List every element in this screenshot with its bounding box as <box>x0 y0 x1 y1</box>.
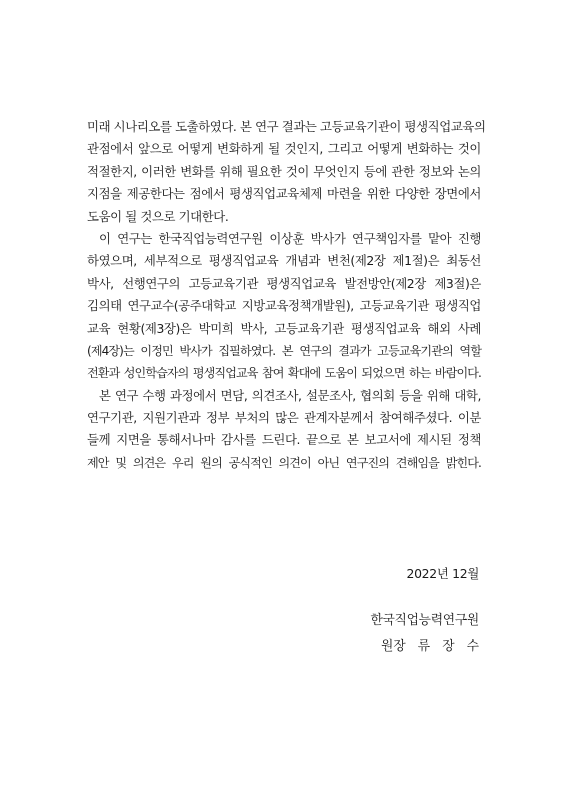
body-line: 들께 지면을 통해서나마 감사를 드린다. 끝으로 본 보고서에 제시된 정책 <box>87 432 481 448</box>
body-line: 하였으며, 세부적으로 평생직업교육 개념과 변천(제2장 제1절)은 최동선 <box>87 253 481 269</box>
institute-name: 한국직업능력연구원 <box>370 613 479 628</box>
body-line: 도움이 될 것으로 기대한다. <box>87 208 229 224</box>
body-line: 미래 시나리오를 도출하였다. 본 연구 결과는 고등교육기관이 평생직업교육의 <box>87 119 486 134</box>
signer-name: 원장 류 장 수 <box>380 639 479 654</box>
body-line: 전환과 성인학습자의 평생직업교육 참여 확대에 도움이 되었으면 하는 바람이다. <box>87 366 481 381</box>
body-line: 지점을 제공한다는 점에서 평생직업교육체제 마련을 위한 다양한 장면에서 <box>87 186 481 202</box>
body-line: 박사, 선행연구의 고등교육기관 평생직업교육 발전방안(제2장 제3절)은 <box>87 275 481 291</box>
closing-date: 2022년 12월 <box>406 566 479 581</box>
body-line: 김의태 연구교수(공주대학교 지방교육정책개발원), 고등교육기관 평생직업 <box>87 298 481 314</box>
body-line: 이 연구는 한국직업능력연구원 이상훈 박사가 연구책임자를 맡아 진행 <box>99 230 481 246</box>
body-line: 본 연구 수행 과정에서 면담, 의견조사, 설문조사, 협의회 등을 위해 대학, <box>99 387 481 403</box>
preface-body <box>87 116 486 474</box>
body-line: 관점에서 앞으로 어떻게 변화하게 될 것인지, 그리고 어떻게 변화하는 것이 <box>87 141 481 157</box>
body-line: 교육 현황(제3장)은 박미희 박사, 고등교육기관 평생직업교육 해외 사례 <box>87 320 481 336</box>
body-line: (제4장)는 이정민 박사가 집필하였다. 본 연구의 결과가 고등교육기관의 역할 <box>87 343 481 358</box>
body-line: 적절한지, 이러한 변화를 위해 필요한 것이 무엇인지 등에 관한 정보와 논의 <box>87 163 481 179</box>
body-line: 연구기관, 지원기관과 정부 부처의 많은 관계자분께서 참여해주셨다. 이분 <box>87 410 481 426</box>
body-line: 제안 및 의견은 우리 원의 공식적인 의견이 아닌 연구진의 견해임을 밝힌다. <box>87 455 481 470</box>
